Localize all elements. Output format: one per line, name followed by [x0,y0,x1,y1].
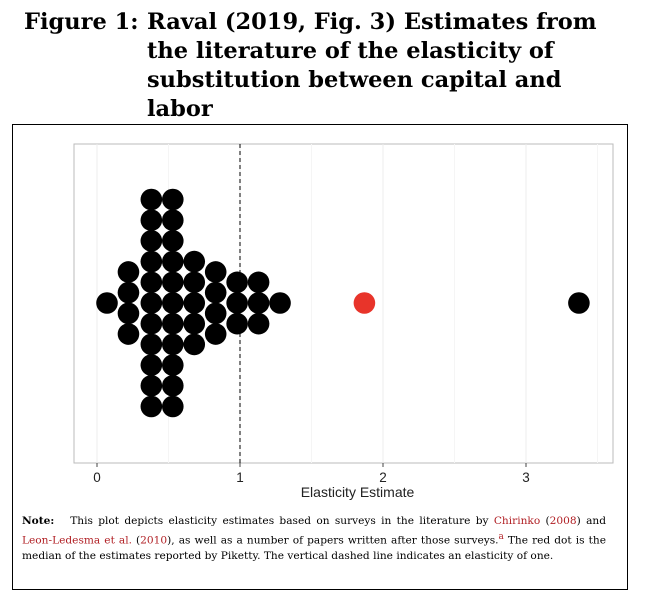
estimate-dot [141,313,163,335]
estimate-dot [141,396,163,418]
estimate-dot [141,272,163,294]
note-text-1: This plot depicts elasticity estimates based on surveys in the literature by [70,515,489,527]
note-text-4: The red dot is the median of the estimates reported by Piketty. The vertical dashed line indicates an elasticity of one. [22,534,606,562]
note-lead: Note: [22,515,55,527]
estimate-dot [141,292,163,314]
estimate-dot [162,209,184,231]
estimate-dot [141,189,163,211]
estimate-dot [141,251,163,273]
x-tick-label-3: 3 [522,470,530,485]
estimate-dot [248,313,270,335]
estimate-dot [141,230,163,252]
estimate-dot [162,375,184,397]
estimate-dot [162,189,184,211]
estimate-dot [162,251,184,273]
x-axis-label: Elasticity Estimate [300,484,415,500]
citation-chirinko[interactable]: Chirinko [493,515,541,527]
estimate-dot [162,313,184,335]
estimate-dot [205,323,227,345]
estimate-dot [141,209,163,231]
estimate-dot [248,272,270,294]
note-text-2: and [586,515,606,527]
x-tick-label-0: 0 [93,470,101,485]
figure-title: Raval (2019, Fig. 3) Estimates from the literature of the elasticity of substitution between capital and labor [147,9,597,122]
estimate-dot [162,334,184,356]
estimate-dot [96,292,118,314]
estimate-dot [162,354,184,376]
estimate-dot [141,375,163,397]
estimate-dot [568,292,590,314]
estimate-dot [226,292,248,314]
figure-label: Figure 1: [24,9,139,35]
estimate-dot [205,303,227,325]
estimate-dot [118,303,140,325]
estimate-dot [269,292,291,314]
footnote-marker[interactable]: a [498,531,504,542]
estimate-dot [183,272,205,294]
figure-note: Note: This plot depicts elasticity estimates based on surveys in the literature by Chirinko (2008) and Leon-Ledesma et al. (2010), as well as a number of papers written after those surveys.$^a$ The red dot is the median of the estimates reported by Piketty. The vertical dashed line indicates an elasticity of one. [22,515,606,562]
x-tick-label-1: 1 [236,470,244,485]
estimate-dot [205,282,227,304]
estimate-dot [183,251,205,273]
estimate-dot [205,261,227,283]
estimate-dot [118,261,140,283]
estimate-dot [162,272,184,294]
x-tick-label-2: 2 [379,470,387,485]
piketty-median-dot [354,292,376,314]
estimate-dot [162,292,184,314]
citation-leon-ledesma-year[interactable]: 2010 [140,534,168,547]
estimate-dot [226,272,248,294]
estimate-dot [118,323,140,345]
estimate-dot [183,292,205,314]
citation-chirinko-year[interactable]: 2008 [549,515,577,527]
note-text-3: , as well as a number of papers written after those surveys. [171,534,499,547]
estimate-dot [141,354,163,376]
estimate-dot [162,396,184,418]
estimate-dot [118,282,140,304]
citation-leon-ledesma[interactable]: Leon-Ledesma et al. [22,534,132,547]
estimate-dot [141,334,163,356]
estimate-dot [183,334,205,356]
estimate-dot [226,313,248,335]
estimate-dot [183,313,205,335]
estimate-dot [248,292,270,314]
estimate-dot [162,230,184,252]
